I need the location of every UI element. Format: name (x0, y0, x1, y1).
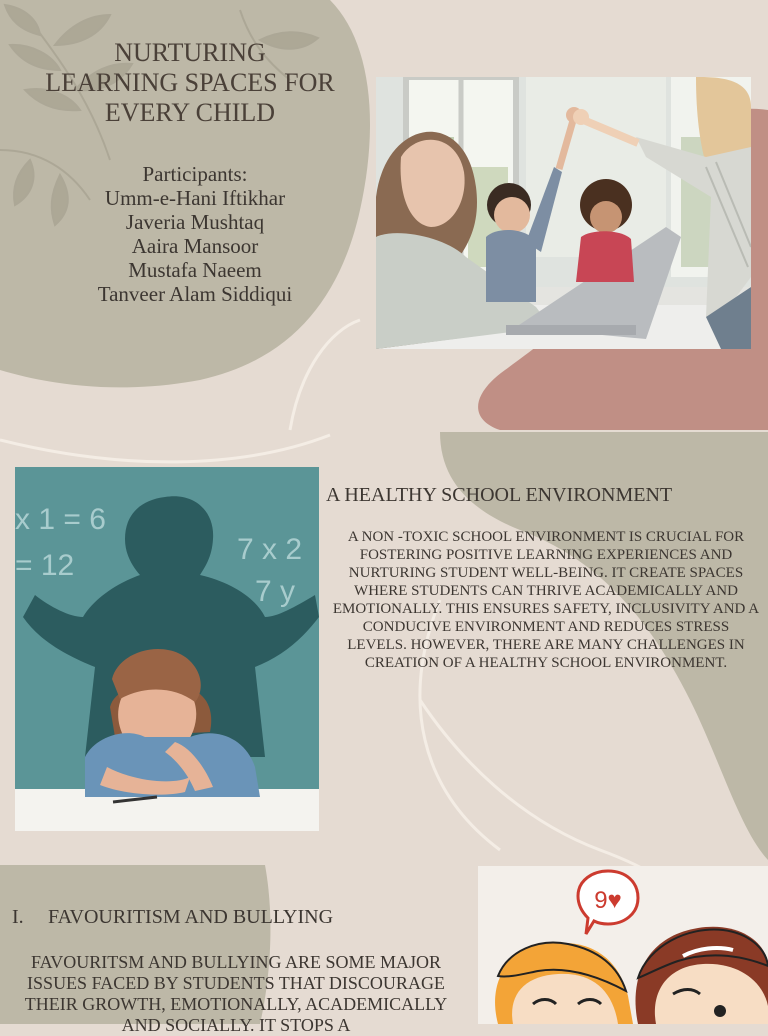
chalk-text: 7 y (255, 575, 296, 608)
section-body-favouritism: FAVOURITSM AND BULLYING ARE SOME MAJOR ISSUES FACED BY STUDENTS THAT DISCOURAGE THEIR GROWTH, EMOTIONALLY, ACADEMICALLY AND SOCIALLY. IT STOPS A (24, 952, 448, 1035)
participant-name: Mustafa Naeem (128, 258, 262, 282)
shadow-teacher-illustration (15, 467, 319, 831)
chalk-text: x 1 = 6 (15, 503, 106, 536)
title-line-3: EVERY CHILD (104, 98, 276, 127)
section-title-healthy-environment: A HEALTHY SCHOOL ENVIRONMENT (326, 484, 673, 506)
participant-name: Javeria Mushtaq (125, 210, 265, 234)
section-body-healthy-environment: A NON -TOXIC SCHOOL ENVIRONMENT IS CRUCIAL FOR FOSTERING POSITIVE LEARNING EXPERIENCES AND NURTURING STUDENT WELL-BEING. IT CREATE SPACES WHERE STUDENTS CAN THRIVE ACADEMICALLY AND EMOTIONALLY. THIS ENSURES SAFETY, INCLUSIVITY AND A CONDUCIVE ENVIRONMENT AND REDUCES STRESS LEVELS. HOWEVER, THERE ARE MANY CHALLENGES IN CREATION OF A HEALTHY SCHOOL ENVIRONMENT. (332, 529, 760, 671)
page-title (20, 38, 360, 128)
participants-list (40, 162, 350, 306)
chalk-text: = 12 (15, 549, 75, 582)
participant-name: Umm-e-Hani Iftikhar (104, 186, 286, 210)
section-heading-favouritism (12, 906, 333, 929)
participants-label: Participants: (142, 162, 248, 186)
participant-name: Aaira Mansoor (131, 234, 259, 258)
title-line-2: LEARNING SPACES FOR (45, 68, 335, 97)
cartoon-kids-illustration (478, 866, 768, 1024)
section-title-favouritism: FAVOURITISM AND BULLYING (48, 906, 334, 928)
participant-name: Tanveer Alam Siddiqui (97, 282, 293, 306)
cream-curve-2 (0, 435, 330, 462)
section-number: I. (12, 906, 24, 928)
speech-bubble-text: 9♥ (594, 887, 622, 914)
chalk-text: 7 x 2 (237, 533, 303, 566)
classroom-photo (376, 77, 751, 349)
cream-curve-1 (290, 320, 360, 430)
title-line-1: NURTURING (114, 38, 266, 67)
